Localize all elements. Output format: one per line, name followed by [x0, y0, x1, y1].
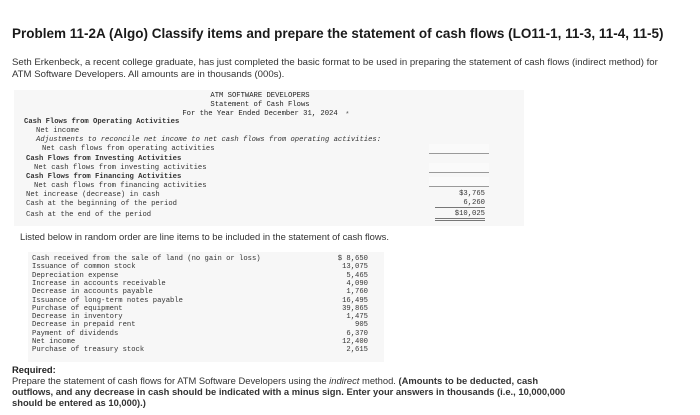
item-amount: 39,865: [342, 304, 368, 313]
net-financing-line: Net cash flows from financing activities: [34, 182, 207, 190]
item-label: Issuance of common stock: [32, 263, 136, 272]
cash-beginning-line: Cash at the beginning of the period: [26, 200, 177, 208]
item-label: Increase in accounts receivable: [32, 279, 166, 288]
net-operating-answer[interactable]: [429, 144, 489, 154]
item-amount: 1,475: [346, 313, 368, 322]
item-amount: 2,615: [346, 346, 368, 355]
statement-period: For the Year Ended December 31, 2024: [182, 110, 338, 118]
item-amount: $ 8,650: [337, 255, 368, 263]
statement-name: Statement of Cash Flows: [210, 101, 310, 109]
net-increase-amount: $3,765: [459, 190, 485, 198]
item-amount: 16,495: [342, 296, 368, 305]
item-label: Decrease in accounts payable: [32, 288, 153, 297]
problem-title: Problem 11-2A (Algo) Classify items and prepare the statement of cash flows (LO11-1, 11-3, 11-4, 11-5): [12, 26, 664, 41]
item-amount: 13,075: [342, 263, 368, 272]
adjustments-line: Adjustments to reconcile net income to net cash flows from operating activities:: [36, 136, 382, 144]
statement-marker: *: [346, 111, 349, 118]
required-text: Prepare the statement of cash flows for ATM Software Developers using the indirect method. (Amounts to be deducted, cash outflows, and any decrease in cash should be indicated with a minus sign. Enter your answers in thousands (i.e., 10,000,000 should be entered as 10,000).): [12, 375, 566, 408]
statement-company: ATM SOFTWARE DEVELOPERS: [210, 92, 310, 100]
cash-beginning-amount: 6,260: [435, 199, 485, 208]
problem-intro: Seth Erkenbeck, a recent college graduate, has just completed the basic format to be used in preparing the statement of cash flows (indirect method) for ATM Software Developers. All amounts are in thousands (000s).: [12, 57, 658, 80]
item-label: Cash received from the sale of land (no gain or loss): [32, 255, 261, 263]
item-amount: 1,760: [346, 288, 368, 297]
listed-intro: Listed below in random order are line items to be included in the statement of cash flows.: [20, 231, 389, 242]
net-income-line: Net income: [36, 127, 80, 135]
investing-header: Cash Flows from Investing Activities: [26, 155, 182, 163]
cash-end-amount: $10,025: [435, 210, 485, 221]
item-amount: 12,400: [342, 338, 368, 346]
item-amount: 4,090: [346, 279, 368, 288]
item-label: Purchase of treasury stock: [32, 346, 145, 355]
net-financing-answer[interactable]: [429, 177, 489, 187]
item-amount: 905: [355, 321, 368, 330]
financing-header: Cash Flows from Financing Activities: [26, 173, 182, 181]
net-operating-line: Net cash flows from operating activities: [42, 145, 215, 153]
item-label: Depreciation expense: [32, 271, 119, 280]
item-amount: 6,370: [346, 329, 368, 338]
item-label: Payment of dividends: [32, 329, 119, 338]
net-investing-line: Net cash flows from investing activities: [34, 164, 207, 172]
item-amount: 5,465: [346, 271, 368, 280]
operating-header: Cash Flows from Operating Activities: [24, 118, 180, 126]
item-label: Decrease in inventory: [32, 313, 123, 322]
required-label: Required:: [12, 364, 56, 375]
cash-end-line: Cash at the end of the period: [26, 211, 152, 219]
item-label: Decrease in prepaid rent: [32, 321, 136, 330]
net-investing-answer[interactable]: [429, 163, 489, 173]
item-label: Net income: [32, 338, 76, 346]
item-label: Purchase of equipment: [32, 304, 123, 313]
item-label: Issuance of long-term notes payable: [32, 296, 183, 305]
net-increase-line: Net increase (decrease) in cash: [26, 191, 160, 199]
